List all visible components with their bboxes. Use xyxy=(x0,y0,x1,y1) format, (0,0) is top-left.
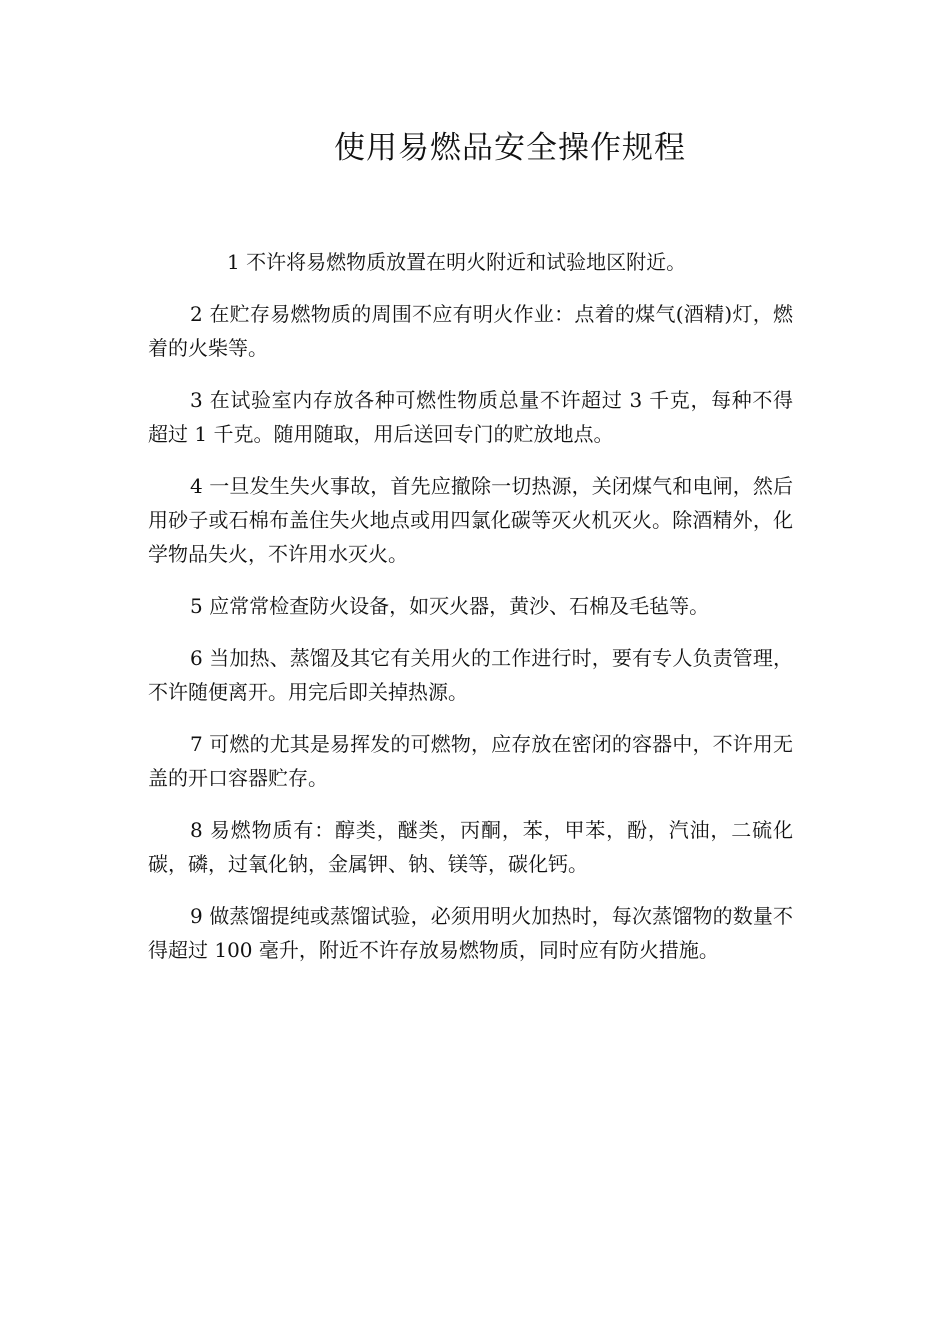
paragraph-6: 6 当加热、蒸馏及其它有关用火的工作进行时，要有专人负责管理，不许随便离开。用完后即关掉热源。 xyxy=(148,646,793,704)
paragraph-3: 3 在试验室内存放各种可燃性物质总量不许超过 3 千克，每种不得超过 1 千克。随用随取，用后送回专门的贮放地点。 xyxy=(148,388,793,446)
paragraph-7: 7 可燃的尤其是易挥发的可燃物，应存放在密闭的容器中，不许用无盖的开口容器贮存。 xyxy=(148,732,793,790)
paragraph-2: 2 在贮存易燃物质的周围不应有明火作业：点着的煤气(酒精)灯，燃着的火柴等。 xyxy=(148,302,793,360)
paragraph-8: 8 易燃物质有：醇类，醚类，丙酮，苯，甲苯，酚，汽油，二硫化碳，磷，过氧化钠，金属钾、钠、镁等，碳化钙。 xyxy=(148,818,793,876)
document-body xyxy=(148,245,793,985)
paragraph-4: 4 一旦发生失火事故，首先应撤除一切热源，关闭煤气和电闸，然后用砂子或石棉布盖住失火地点或用四氯化碳等灭火机灭火。除酒精外，化学物品失火，不许用水灭火。 xyxy=(148,474,793,566)
paragraph-1: 1 不许将易燃物质放置在明火附近和试验地区附近。 xyxy=(227,250,687,274)
paragraph-9: 9 做蒸馏提纯或蒸馏试验，必须用明火加热时，每次蒸馏物的数量不得超过 100 毫升，附近不许存放易燃物质，同时应有防火措施。 xyxy=(148,904,793,962)
document-title: 使用易燃品安全操作规程 xyxy=(334,130,686,166)
paragraph-5: 5 应常常检查防火设备，如灭火器，黄沙、石棉及毛毡等。 xyxy=(190,594,710,618)
